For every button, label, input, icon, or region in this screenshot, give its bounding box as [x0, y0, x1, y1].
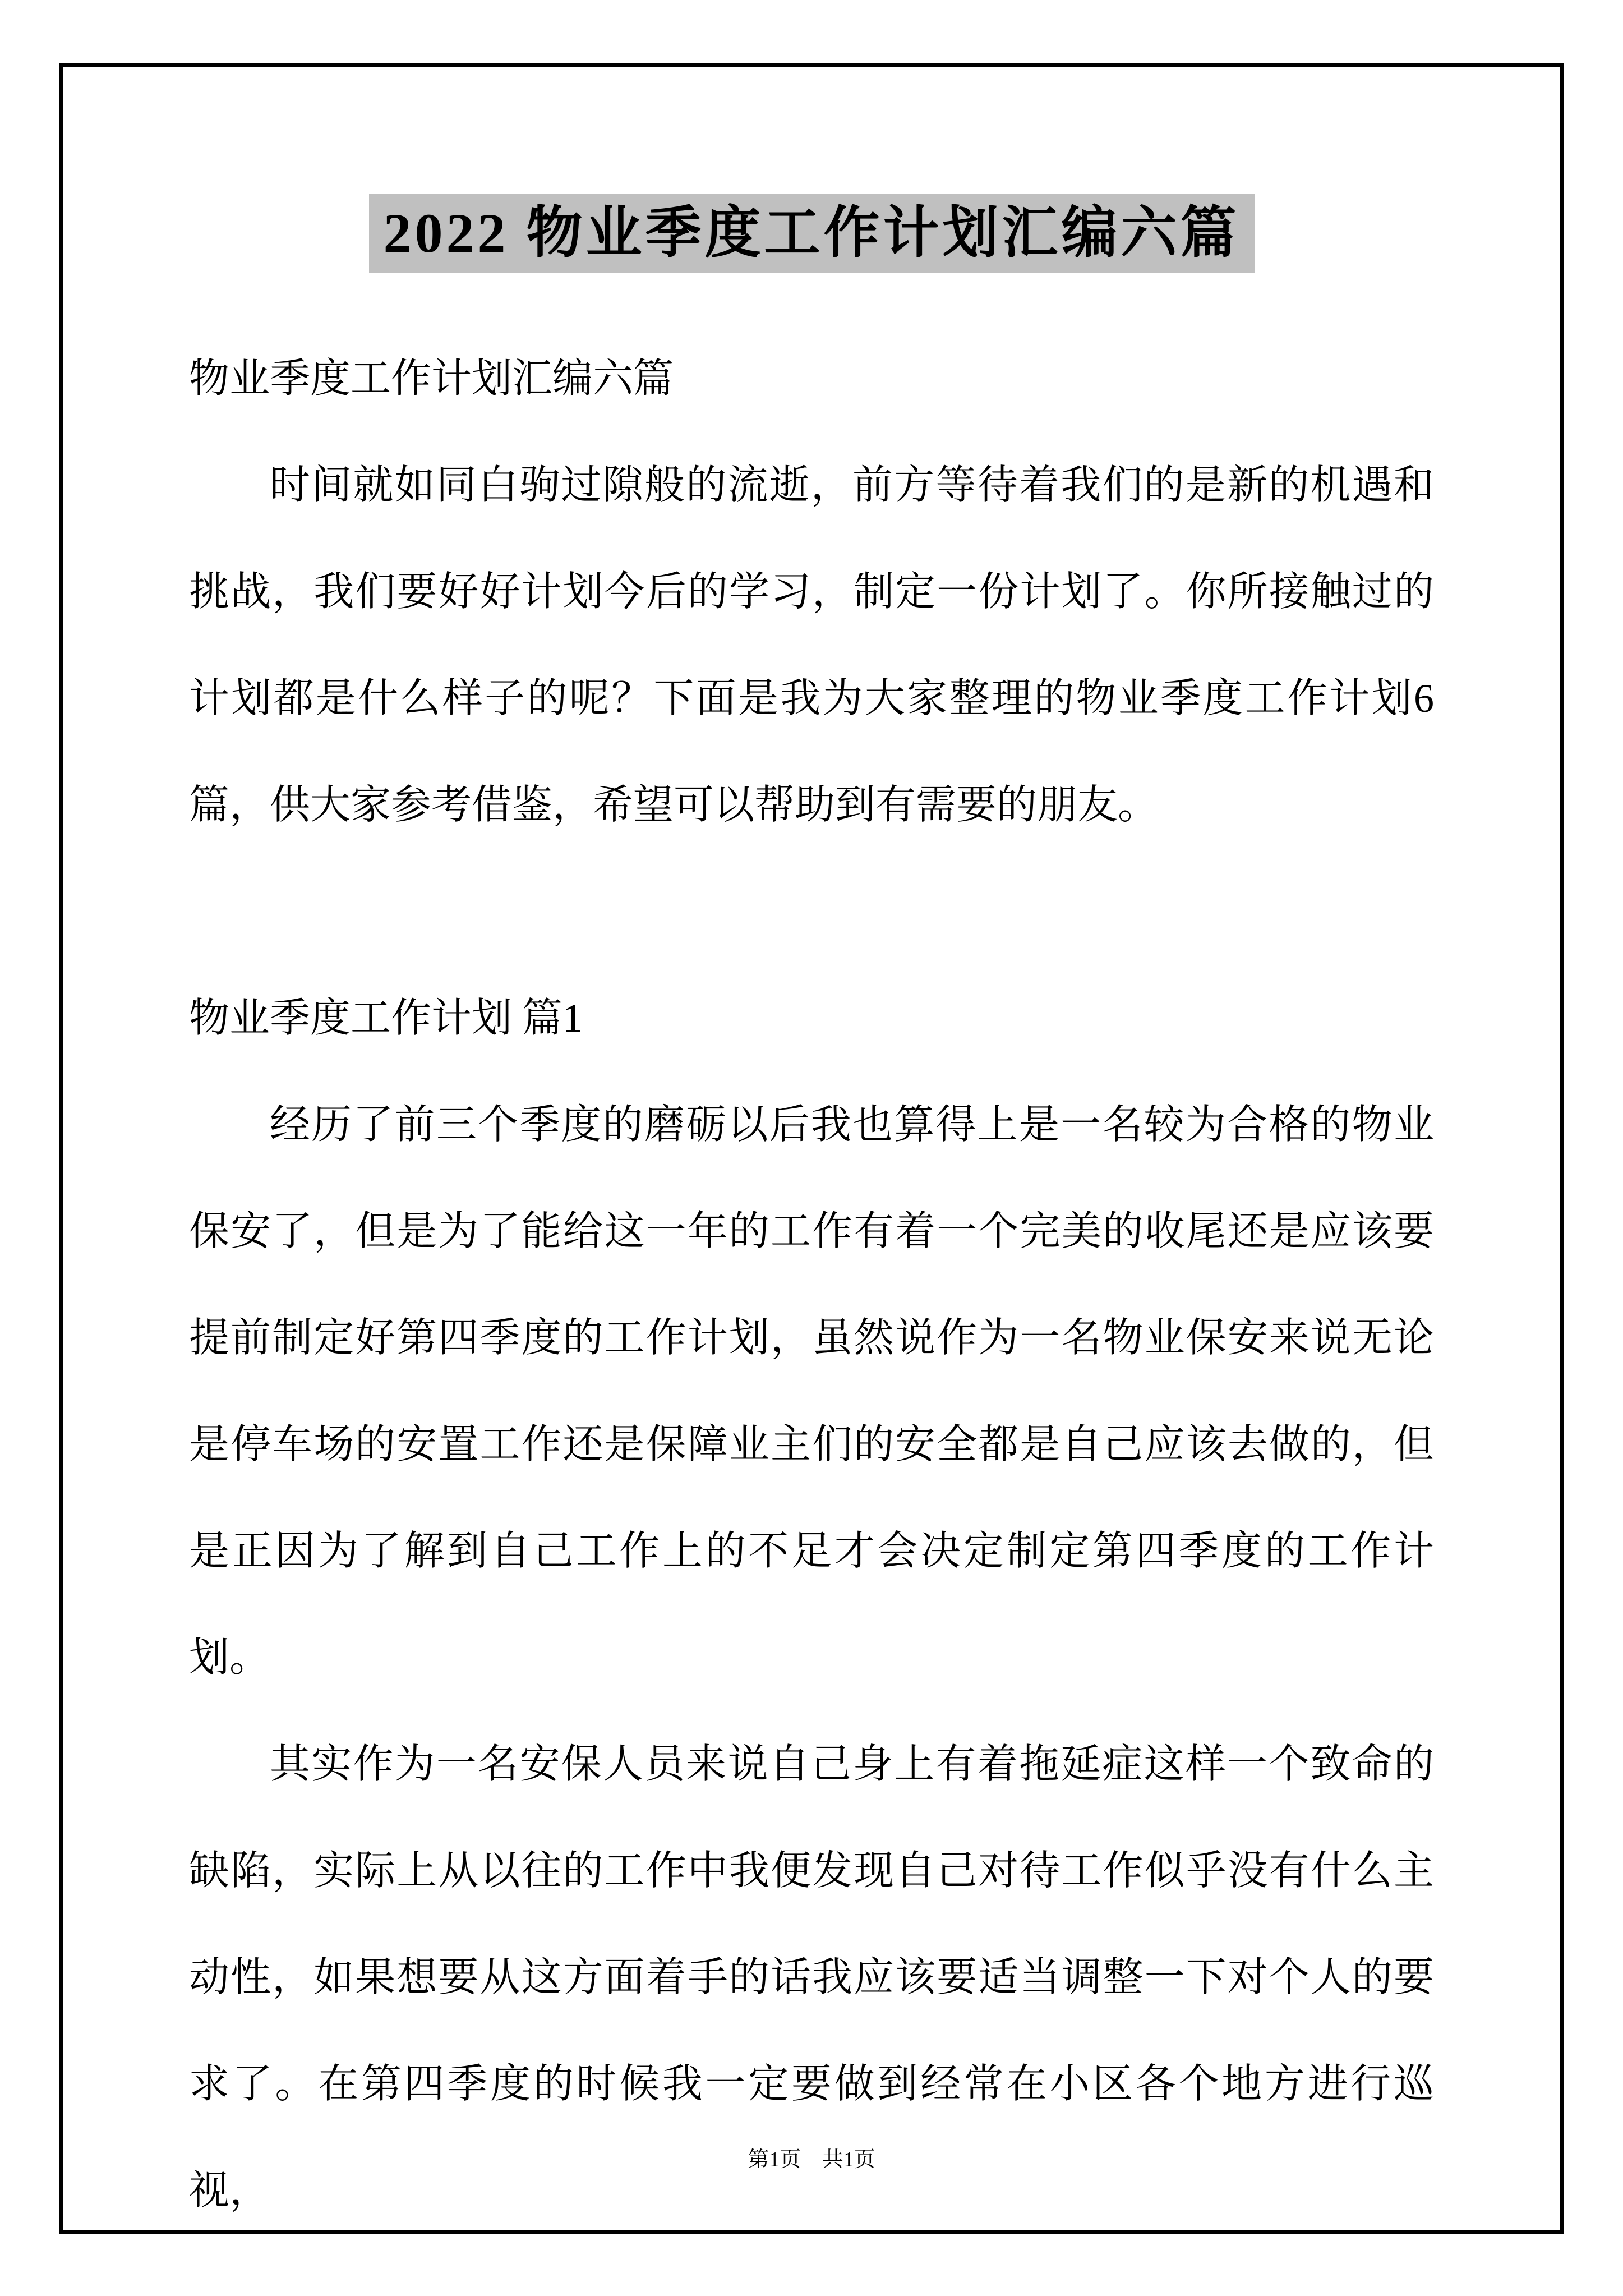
footer-page-number: 第1页: [748, 2148, 801, 2171]
document-body: [189, 325, 1434, 2244]
paragraph-body-2: 其实作为一名安保人员来说自己身上有着拖延症这样一个致命的缺陷，实际上从以往的工作中我便发现自己对待工作似乎没有什么主动性，如果想要从这方面着手的话我应该要适当调整一下对个人的要求了。在第四季度的时候我一定要做到经常在小区各个地方进行巡视，: [189, 1742, 1434, 2213]
section-heading-part-1: 物业季度工作计划 篇1: [189, 996, 583, 1041]
paragraph-subtitle: 物业季度工作计划汇编六篇: [189, 356, 674, 401]
page-footer: [0, 2142, 1623, 2173]
document-title: [0, 194, 1623, 273]
paragraph-intro: 时间就如同白驹过隙般的流逝，前方等待着我们的是新的机遇和挑战，我们要好好计划今后的学习，制定一份计划了。你所接触过的计划都是什么样子的呢？下面是我为大家整理的物业季度工作计划6篇，供大家参考借鉴，希望可以帮助到有需要的朋友。: [189, 463, 1434, 827]
paragraph-body-1: 经历了前三个季度的磨砺以后我也算得上是一名较为合格的物业保安了，但是为了能给这一年的工作有着一个完美的收尾还是应该要提前制定好第四季度的工作计划，虽然说作为一名物业保安来说无论是停车场的安置工作还是保障业主们的安全都是自己应该去做的，但是正因为了解到自己工作上的不足才会决定制定第四季度的工作计划。: [189, 1102, 1434, 1680]
title-highlight: 2022 物业季度工作计划汇编六篇: [369, 194, 1255, 273]
footer-page-count: 共1页: [822, 2148, 875, 2171]
